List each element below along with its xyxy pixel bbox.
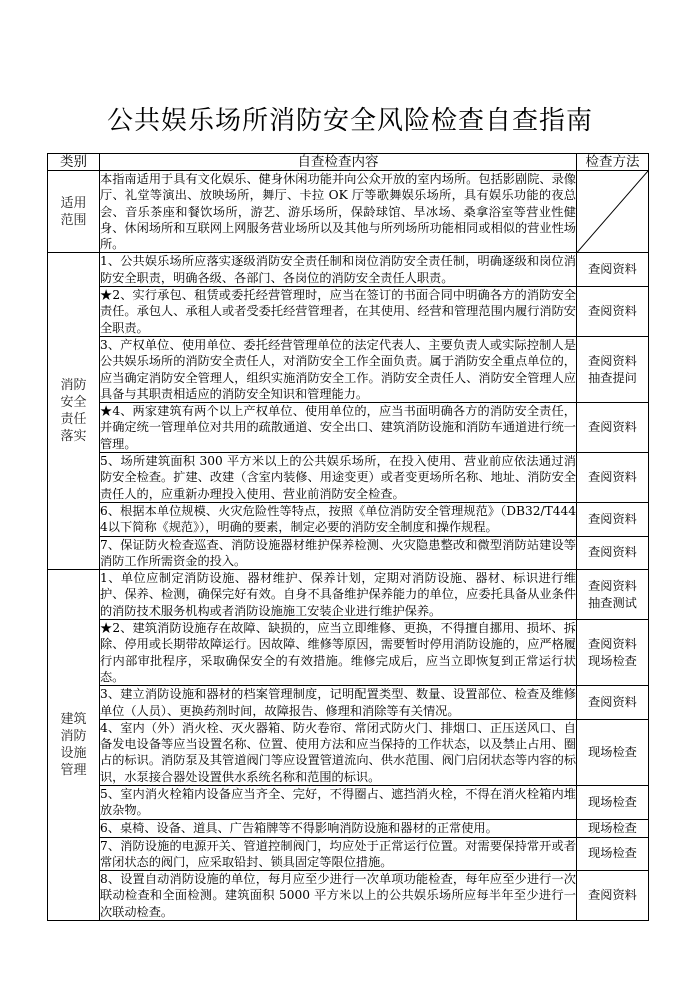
check-method: 查阅资料: [577, 287, 649, 337]
check-method: 查阅资料 抽查提问: [577, 336, 649, 402]
table-row: [48, 620, 649, 686]
check-item-content: 本指南适用于具有文化娱乐、健身休闲功能并向公众开放的室内场所。包括影剧院、录像厅、礼堂等演出、放映场所，舞厅、卡拉 OK 厅等歌舞娱乐场所，具有娱乐功能的夜总会、音乐茶座和餐饮场所，游艺、游乐场所，保龄球馆、旱冰场、桑拿浴室等营业性健身、休闲场所和互联网上网服务营业场所以及其他与所列场所功能相同或相似的营业性场所。: [100, 172, 576, 252]
check-item-content: 7、消防设施的电源开关、管道控制阀门，均应处于正常运行位置。对需要保持常开或者常闭状态的阀门，应采取铅封、锁具固定等限位措施。: [100, 838, 576, 869]
category-label: 建筑 消防 设施 管理: [60, 712, 87, 779]
category-label: 适用 范围: [60, 195, 87, 228]
table-row: [48, 403, 649, 453]
check-item-content: ★2、实行承包、租赁或委托经营管理时，应当在签订的书面合同中明确各方的消防安全责任。承包人、承租人或者受委托经营管理者，在其使用、经营和管理范围内履行消防安全职责。: [100, 288, 576, 335]
table-row: [48, 536, 649, 570]
check-item-content: 5、室内消火栓箱内设备应当齐全、完好，不得圈占、遮挡消火栓，不得在消火栓箱内堆放杂物。: [100, 786, 576, 818]
table-row: [48, 453, 649, 503]
table-header-row: [48, 154, 649, 171]
header-content: 自查检查内容: [100, 154, 577, 171]
table-row: [48, 871, 649, 921]
check-item-content: 1、单位应制定消防设施、器材维护、保养计划，定期对消防设施、器材、标识进行维护、保养、检测，确保完好有效。自身不具备维护保养能力的单位，应委托具备从业条件的消防技术服务机构或者消防设施施工安装企业进行维护保养。: [100, 571, 576, 618]
check-item-content: 6、根据本单位规模、火灾危险性等特点，按照《单位消防安全管理规范》（DB32/T4444以下简称《规范》），明确的要素，制定必要的消防安全制度和操作规程。: [100, 503, 576, 535]
table-row: [48, 686, 649, 720]
check-method: 查阅资料 抽查测试: [577, 570, 649, 620]
check-method: 查阅资料: [577, 871, 649, 921]
table-row: [48, 785, 649, 819]
check-method: 查阅资料: [577, 536, 649, 570]
category-cell: [48, 171, 100, 253]
check-method: 查阅资料: [577, 403, 649, 453]
check-method: 查阅资料 现场检查: [577, 620, 649, 686]
header-method: 检查方法: [577, 154, 649, 171]
check-item-content: 3、产权单位、使用单位、委托经营管理单位的法定代表人、主要负责人或实际控制人是公共娱乐场所的消防安全责任人，对消防安全工作全面负责。属于消防安全重点单位的，应当确定消防安全管理人，组织实施消防安全工作。消防安全责任人、消防安全管理人应具备与其职责相适应的消防安全知识和管理能力。: [100, 337, 576, 401]
header-category: 类别: [48, 154, 100, 171]
check-method: 现场检查: [577, 785, 649, 819]
check-item-content: ★4、两家建筑有两个以上产权单位、使用单位的，应当书面明确各方的消防安全责任，并确定统一管理单位对共用的疏散通道、安全出口、建筑消防设施和消防车通道进行统一管理。: [100, 404, 576, 451]
check-method: 查阅资料: [577, 502, 649, 536]
check-item-content: 8、设置自动消防设施的单位，每月应至少进行一次单项功能检查，每年应至少进行一次联动检查和全面检测。建筑面积 5000 平方米以上的公共娱乐场所应每半年至少进行一次联动检查。: [100, 872, 576, 919]
table-row: [48, 837, 649, 871]
check-method: 查阅资料: [577, 686, 649, 720]
check-item-content: 7、保证防火检查巡查、消防设施器材维护保养检测、火灾隐患整改和微型消防站建设等消防工作所需资金的投入。: [100, 537, 576, 568]
table-row: [48, 287, 649, 337]
check-item-content: 1、公共娱乐场所应落实逐级消防安全责任制和岗位消防安全责任制，明确逐级和岗位消防安全职责，明确各级、各部门、各岗位的消防安全责任人职责。: [100, 254, 576, 285]
category-label: 消防 安全 责任 落实: [60, 378, 87, 445]
check-item-content: 6、桌椅、设备、道具、广告箱牌等不得影响消防设施和器材的正常使用。: [100, 819, 577, 837]
table-row: [48, 819, 649, 837]
page-title: 公共娱乐场所消防安全风险检查自查指南: [106, 106, 593, 136]
check-item-content: 3、建立消防设施和器材的档案管理制度，记明配置类型、数量、设置部位、检查及维修单位（人员）、更换药剂时间，故障报告、修理和消除等有关情况。: [100, 687, 576, 718]
check-method: 现场检查: [577, 819, 649, 837]
check-item-content: 5、场所建筑面积 300 平方米以上的公共娱乐场所，在投入使用、营业前应依法通过消防安全检查。扩建、改建（含室内装修、用途变更）或者变更场所名称、地址、消防安全责任人的，应重新办理投入使用、营业前消防安全检查。: [100, 454, 576, 501]
table-body: [48, 171, 649, 921]
table-row: [48, 171, 649, 253]
table-row: [48, 570, 649, 620]
empty-diagonal-cell: [577, 171, 649, 253]
checklist-table: [47, 153, 649, 921]
check-item-content: 4、室内（外）消火栓、灭火器箱、防火卷帘、常闭式防火门、排烟口、正压送风口、自备发电设备等应当设置名称、位置、使用方法和应当保持的工作状态，以及禁止占用、圈占的标识。消防泵及其管道阀门等应设置管道流向、供水范围、阀门启闭状态等内容的标识，水泵接合器处设置供水系统名称和范围的标识。: [100, 720, 576, 784]
check-item-content: ★2、建筑消防设施存在故障、缺损的，应当立即维修、更换，不得擅自挪用、损坏、拆除、停用或长期带故障运行。因故障、维修等原因，需要暂时停用消防设施的，应严格履行内部审批程序，采取确保安全的有效措施。维修完成后，应当立即恢复到正常运行状态。: [100, 621, 576, 684]
check-method: 查阅资料: [577, 253, 649, 287]
check-method: 现场检查: [577, 719, 649, 785]
category-cell: [48, 253, 100, 570]
table-row: [48, 502, 649, 536]
category-cell: [48, 570, 100, 921]
table-row: [48, 719, 649, 785]
diagonal-slash: [577, 171, 648, 252]
check-method: 现场检查: [577, 837, 649, 871]
table-row: [48, 336, 649, 402]
check-method: 查阅资料: [577, 453, 649, 503]
table-row: [48, 253, 649, 287]
